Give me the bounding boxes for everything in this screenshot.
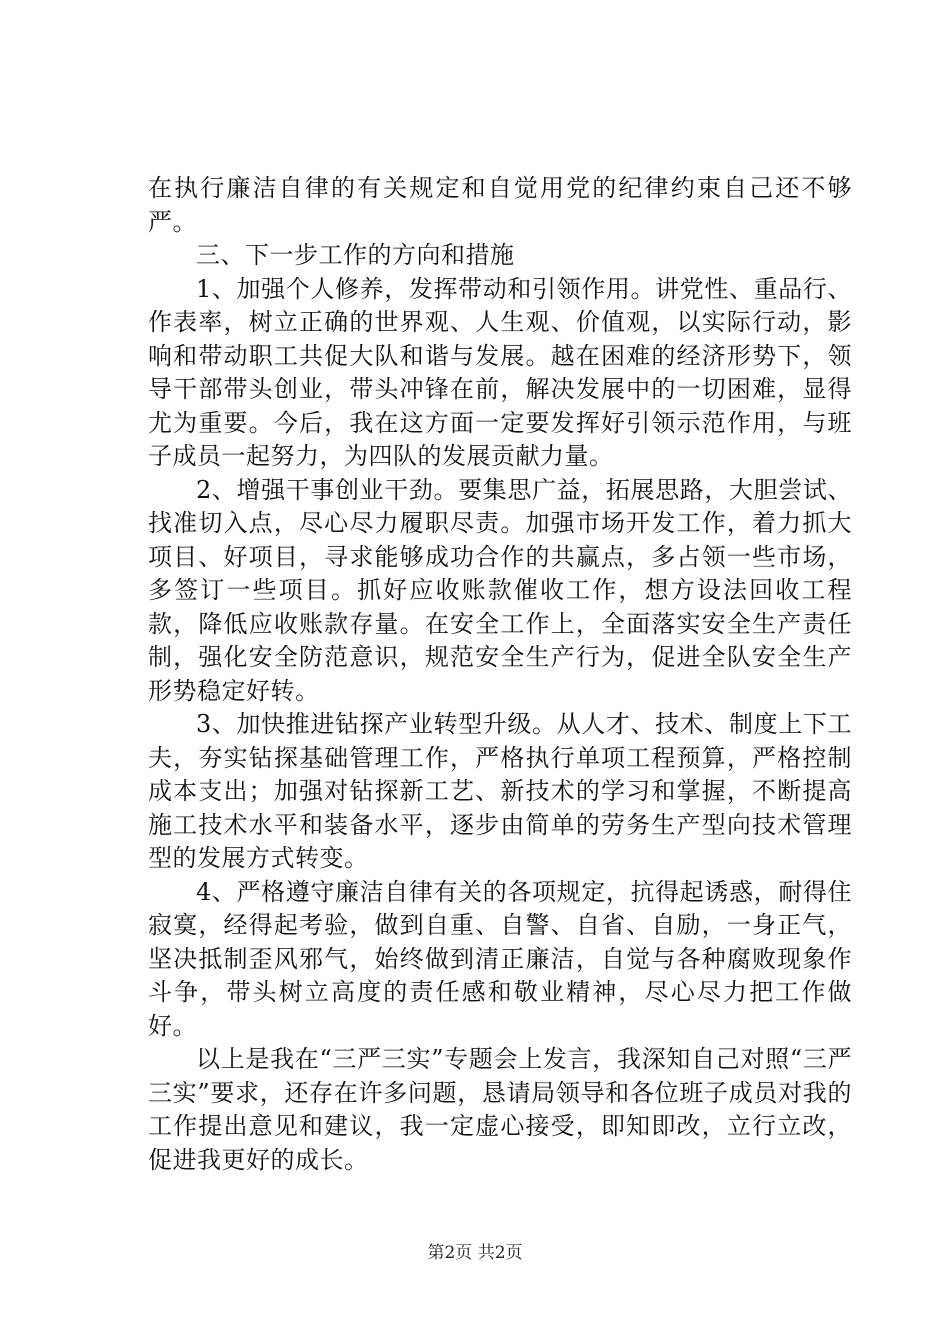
paragraph-conclusion: 以上是我在“三严三实”专题会上发言，我深知自己对照“三严三实”要求，还存在许多问题，恳请局领导和各位班子成员对我的工作提出意见和建议，我一定虚心接受，即知即改，立行立改，促进我更好的成长。 bbox=[148, 1045, 852, 1174]
document-body bbox=[148, 172, 852, 1177]
paragraph-measure-1: 1、加强个人修养，发挥带动和引领作用。讲党性、重品行、作表率，树立正确的世界观、人生观、价值观，以实际行动，影响和带动职工共促大队和谐与发展。越在困难的经济形势下，领导干部带头创业，带头冲锋在前，解决发展中的一切困难，显得尤为重要。今后，我在这方面一定要发挥好引领示范作用，与班子成员一起努力，为四队的发展贡献力量。 bbox=[148, 274, 852, 470]
paragraph-measure-4: 4、严格遵守廉洁自律有关的各项规定，抗得起诱惑，耐得住寂寞，经得起考验，做到自重、自警、自省、自励，一身正气，坚决抵制歪风邪气，始终做到清正廉洁，自觉与各种腐败现象作斗争，带头树立高度的责任感和敬业精神，尽心尽力把工作做好。 bbox=[148, 877, 852, 1040]
section-heading: 三、下一步工作的方向和措施 bbox=[196, 241, 515, 269]
paragraph-measure-3: 3、加快推进钻探产业转型升级。从人才、技术、制度上下工夫，夯实钻探基础管理工作，严格执行单项工程预算，严格控制成本支出；加强对钻探新工艺、新技术的学习和掌握，不断提高施工技术水平和装备水平，逐步由简单的劳务生产型向技术管理型的发展方式转变。 bbox=[148, 710, 852, 872]
paragraph-measure-2: 2、增强干事创业干劲。要集思广益，拓展思路，大胆尝试、找准切入点，尽心尽力履职尽责。加强市场开发工作，着力抓大项目、好项目，寻求能够成功合作的共赢点，多占领一些市场，多签订一些项目。抓好应收账款催收工作，想方设法回收工程款，降低应收账款存量。在安全工作上，全面落实安全生产责任制，强化安全防范意识，规范安全生产行为，促进全队安全生产形势稳定好转。 bbox=[148, 475, 852, 705]
paragraph-continuation: 在执行廉洁自律的有关规定和自觉用党的纪律约束自己还不够严。 bbox=[148, 174, 852, 236]
page-number-footer: 第2页 共2页 bbox=[427, 1243, 523, 1263]
